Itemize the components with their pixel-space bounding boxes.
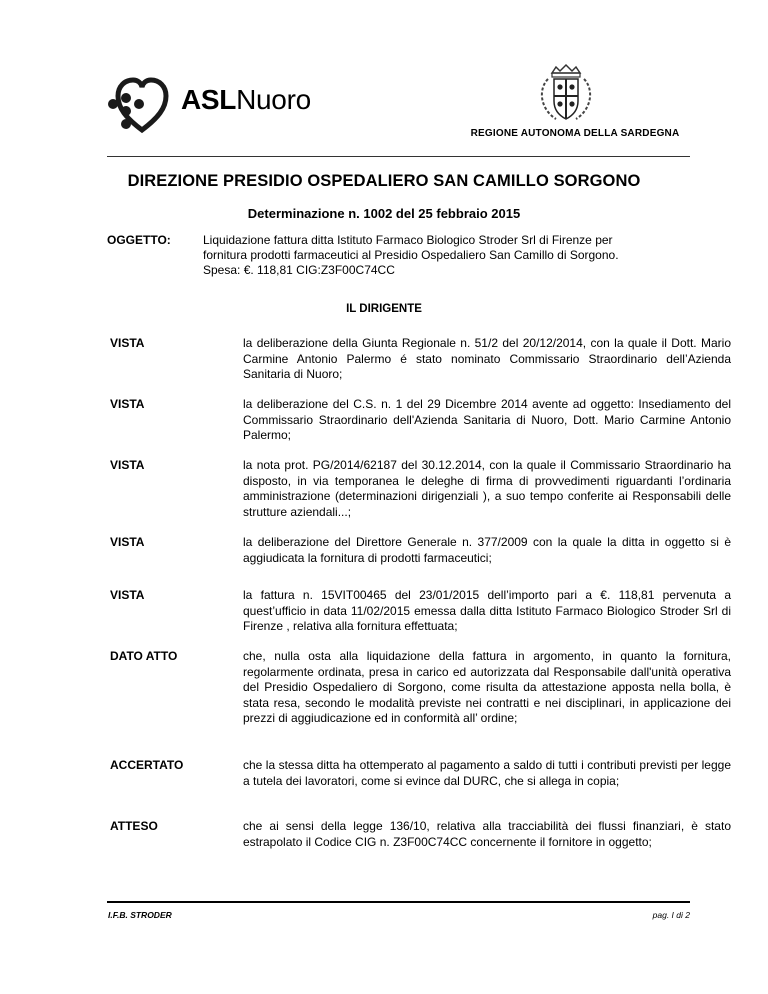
- section-label: ATTESO: [110, 819, 158, 833]
- asl-nuoro-wordmark: [181, 84, 311, 116]
- subject-text: [203, 233, 693, 278]
- section-heading: IL DIRIGENTE: [346, 303, 422, 315]
- section-label: DATO ATTO: [110, 649, 178, 663]
- asl-wordmark-regular: Nuoro: [236, 84, 311, 115]
- section-label: ACCERTATO: [110, 758, 184, 772]
- section-label: VISTA: [110, 397, 145, 411]
- section-text: la deliberazione del C.S. n. 1 del 29 Dicembre 2014 avente ad oggetto: Insediamento del Commissario Straordinario dell'Azienda Sanitaria di Nuoro, Dott. Mario Carmine Antonio Palermo;: [243, 397, 731, 442]
- sardinia-coat-of-arms: [526, 63, 606, 123]
- section-text: la deliberazione del Direttore Generale n. 377/2009 con la quale la ditta in oggetto si è aggiudicata la fornitura di prodotti farmaceutici;: [243, 535, 731, 565]
- section-text: che la stessa ditta ha ottemperato al pagamento a saldo di tutti i contributi previsti per legge a tutela dei lavoratori, come si evince dal DURC, che si allega in copia;: [243, 758, 731, 788]
- subject-line: fornitura prodotti farmaceutici al Presidio Ospedaliero San Camillo di Sorgono.: [203, 248, 619, 262]
- section-text: la nota prot. PG/2014/62187 del 30.12.2014, con la quale il Commissario Straordinario ha disposto, in via temporanea le deleghe di firma di provvedimenti riguardanti l’ordinaria amministrazione (determinazioni dirigenziali ), a suo tempo conferite ai Responsabili delle strutture aziendali...;: [243, 458, 731, 519]
- subject-line: Liquidazione fattura ditta Istituto Farmaco Biologico Stroder Srl di Firenze per: [203, 233, 613, 247]
- asl-nuoro-logo: [104, 72, 176, 136]
- section-text: che, nulla osta alla liquidazione della fattura in argomento, in quanto la fornitura, regolarmente ordinata, presa in carico ed autorizzata dal Responsabile dall'unità operativa del Presidio Ospedaliero di Sorgono, come risulta da attestazione apposta nella bolla, è stata resa, secondo le modalità previste nei contratti e nei disciplinari, in applicazione dei prezzi di aggiudicazione ed in conformità all’ ordine;: [243, 649, 731, 725]
- section-label: VISTA: [110, 458, 145, 472]
- page-number: pag. I di 2: [652, 910, 690, 920]
- asl-wordmark-bold: ASL: [181, 84, 237, 115]
- section-label: VISTA: [110, 535, 145, 549]
- footer-divider: [107, 901, 690, 903]
- section-text: la deliberazione della Giunta Regionale n. 51/2 del 20/12/2014, con la quale il Dott. Mario Carmine Antonio Palermo é stato nominato Commissario Straordinario dell’Azienda Sanitaria di Nuoro;: [243, 336, 731, 381]
- subject-label: OGGETTO:: [107, 233, 171, 247]
- footer-reference: I.F.B. STRODER: [108, 910, 172, 920]
- header-divider: [107, 156, 690, 157]
- section-text: che ai sensi della legge 136/10, relativa alla tracciabilità dei flussi finanziari, è stato estrapolato il Codice CIG n. Z3F00C74CC concernente il fornitore in oggetto;: [243, 819, 731, 849]
- section-label: VISTA: [110, 588, 145, 602]
- determination-number: Determinazione n. 1002 del 25 febbraio 2015: [247, 206, 521, 221]
- page-title: DIREZIONE PRESIDIO OSPEDALIERO SAN CAMILLO SORGONO: [127, 172, 641, 190]
- section-label: VISTA: [110, 336, 145, 350]
- region-name: REGIONE AUTONOMA DELLA SARDEGNA: [470, 128, 680, 139]
- subject-line: Spesa: €. 118,81 CIG:Z3F00C74CC: [203, 263, 395, 277]
- section-text: la fattura n. 15VIT00465 del 23/01/2015 dell’importo pari a €. 118,81 pervenuta a quest’ufficio in data 11/02/2015 emessa dalla ditta Istituto Farmaco Biologico Stroder Srl di Firenze , relativa alla fornitura effettuata;: [243, 588, 731, 633]
